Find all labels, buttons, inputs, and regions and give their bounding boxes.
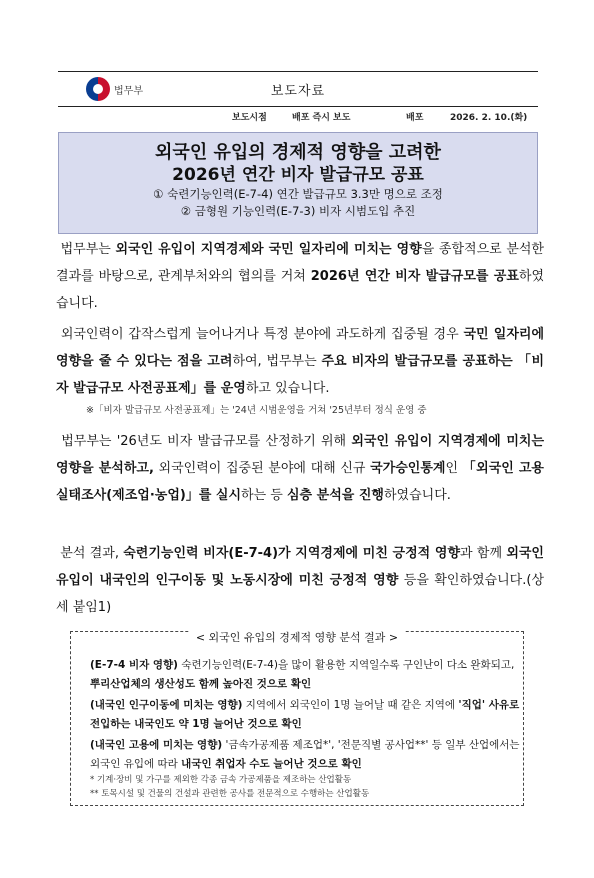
text-bold: 2026년 연간 비자 발급규모를 공표 xyxy=(310,269,519,284)
text-bold: 국민 일자리에 영향을 줄 수 있다는 점을 고려 xyxy=(56,327,545,369)
text: '금속가공제품 제조업*', '전문직별 공사업**' 등 일부 산업에서는 외국인 유입에 따라 xyxy=(90,739,520,770)
text-bold: 숙련기능인력 비자(E-7-4)가 지역경제에 미친 긍정적 영향 xyxy=(123,546,461,561)
title-box xyxy=(58,132,538,234)
subtitle-1: ① 숙련기능인력(E-7-4) 연간 발급규모 3.3만 명으로 조정 xyxy=(153,187,443,201)
text: 하여, 법무부는 xyxy=(232,354,322,369)
text: 하였습니다. xyxy=(383,488,451,503)
text-bold: 주요 비자의 발급규모를 공표하는 「비자 발급규모 사전공표제」를 운영 xyxy=(56,354,545,396)
analysis-item-migration xyxy=(90,696,520,734)
footnote-1: * 기계·장비 및 가구를 제외한 각종 금속 가공제품을 제조하는 산업활동 xyxy=(90,775,352,785)
release-value: 배포 즉시 보도 xyxy=(292,113,351,123)
text-bold: (E-7-4 비자 영향) xyxy=(90,659,178,671)
text-bold: 심층 분석을 진행 xyxy=(287,488,384,503)
analysis-item-e74 xyxy=(90,656,520,694)
text: 하는 등 xyxy=(241,488,287,503)
text: 지역에서 외국인이 1명 늘어날 때 같은 지역에 xyxy=(242,699,459,711)
text-bold: 외국인 유입이 내국인의 인구이동 및 노동시장에 미친 긍정적 영향 xyxy=(56,546,544,588)
paragraph-4 xyxy=(56,540,544,621)
text: 외국인력이 집중된 분야에 대해 신규 xyxy=(153,461,371,476)
paragraph-1 xyxy=(56,236,544,317)
release-label: 보도시점 xyxy=(232,113,267,123)
text: 법무부는 xyxy=(60,242,116,257)
text-bold: 국가승인통계 xyxy=(370,461,446,476)
text-bold: 외국인 유입이 지역경제와 국민 일자리에 미치는 영향 xyxy=(115,242,422,257)
text: 을 종합적으로 분석한 결과를 바탕으로, 관계부처와의 협의를 거쳐 xyxy=(56,242,544,284)
distribution-label: 배포 xyxy=(406,113,424,123)
text-bold: 내국인 취업자 수도 늘어난 것으로 확인 xyxy=(181,758,362,770)
paragraph-2 xyxy=(56,321,544,402)
note-preannouncement: ※「비자 발급규모 사전공표제」는 '24년 시범운영을 거쳐 '25년부터 정식 운영 중 xyxy=(86,405,427,416)
text: 하였습니다. xyxy=(56,269,545,311)
text-bold: 「외국인 고용실태조사(제조업·농업)」를 실시 xyxy=(56,461,544,503)
text-bold: 뿌리산업체의 생산성도 함께 높아진 것으로 확인 xyxy=(90,678,312,690)
ministry-name: 법무부 xyxy=(114,86,143,97)
paragraph-3 xyxy=(56,428,544,509)
title-line-1: 외국인 유입의 경제적 영향을 고려한 xyxy=(155,142,441,163)
text: 분석 결과, xyxy=(60,546,124,561)
text: 과 함께 xyxy=(460,546,507,561)
text: 법무부는 '26년도 비자 발급규모를 산정하기 위해 xyxy=(61,434,352,449)
document-type: 보도자료 xyxy=(270,84,326,99)
text-bold: 외국인 유입이 지역경제에 미치는 영향을 분석하고, xyxy=(56,434,545,476)
text: 외국인력이 갑작스럽게 늘어나거나 특정 분야에 과도하게 집중될 경우 xyxy=(60,327,464,342)
press-release-header xyxy=(58,71,538,107)
analysis-item-employment xyxy=(90,736,520,774)
footnote-2: ** 토목시설 및 건물의 건설과 관련한 공사를 전문적으로 수행하는 산업활동 xyxy=(90,789,370,799)
text-bold: (내국인 고용에 미치는 영향) xyxy=(90,739,223,751)
subtitle-2: ② 금형원 기능인력(E-7-3) 비자 시범도입 추진 xyxy=(180,204,416,218)
analysis-box-title xyxy=(0,629,594,645)
title-line-2: 2026년 연간 비자 발급규모 공표 xyxy=(172,165,424,185)
text: 숙련기능인력(E-7-4)을 많이 활용한 지역일수록 구인난이 다소 완화되고, xyxy=(177,659,515,671)
text-bold: '직업' 사유로 전입하는 내국인도 약 1명 늘어난 것으로 확인 xyxy=(90,699,520,730)
text: 하고 있습니다. xyxy=(245,381,330,396)
analysis-box-title-text: < 외국인 유입의 경제적 영향 분석 결과 > xyxy=(190,631,404,644)
text: 등을 확인하였습니다.(상세 붙임1) xyxy=(56,573,544,615)
text: 인 xyxy=(445,461,463,476)
release-date: 2026. 2. 10.(화) xyxy=(450,113,528,123)
text-bold: (내국인 인구이동에 미치는 영향) xyxy=(90,699,243,711)
